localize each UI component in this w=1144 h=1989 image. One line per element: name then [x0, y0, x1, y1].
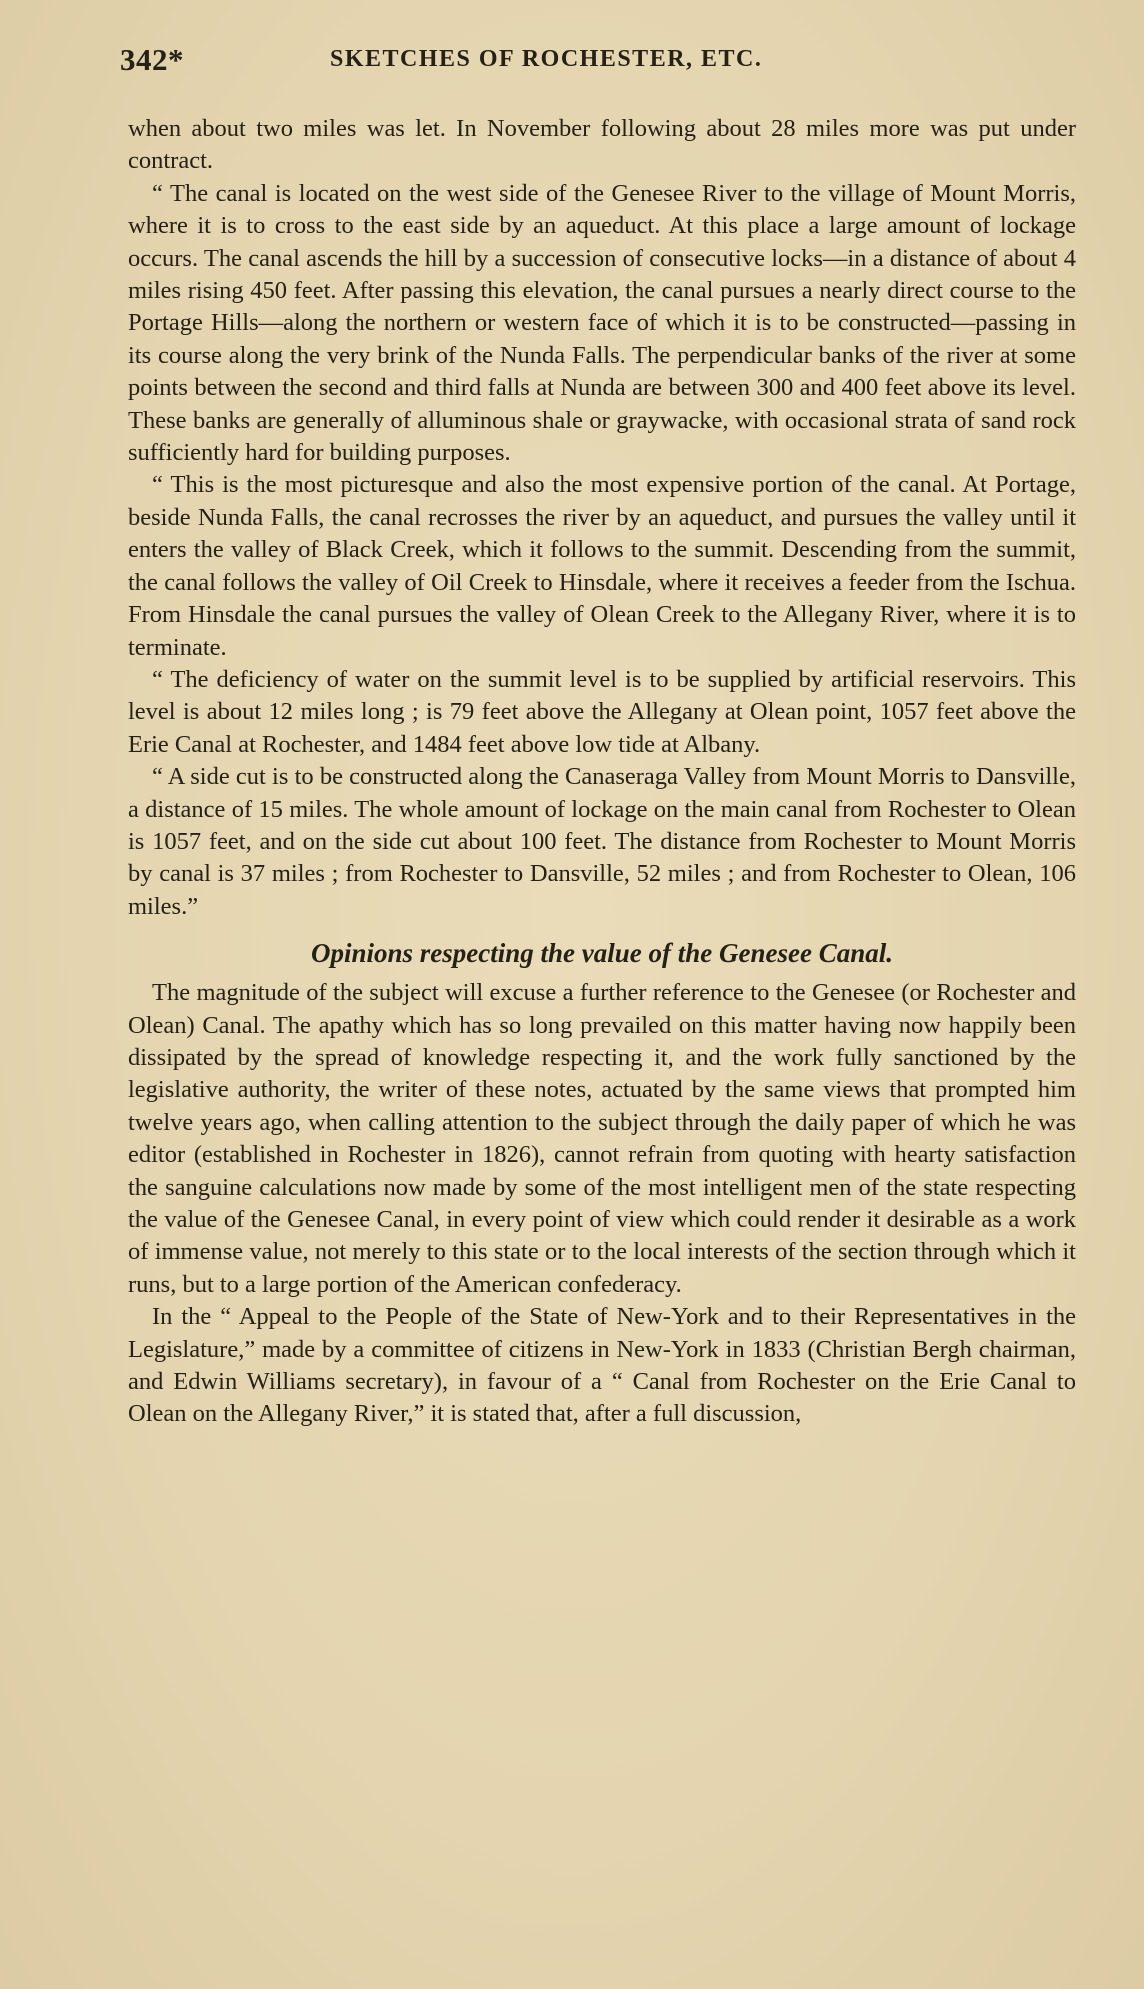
- paragraph: “ This is the most picturesque and also the most expensive portion of the canal. At Portage, beside Nunda Falls, the canal recrosses the river by an aqueduct, and pursues the valley until it enters the valley of Black Creek, which it follows to the summit. Descending from the summit, the canal follows the valley of Oil Creek to Hinsdale, where it receives a feeder from the Ischua. From Hinsdale the canal pursues the valley of Olean Creek to the Allegany River, where it is to terminate.: [128, 471, 1076, 661]
- paragraph: when about two miles was let. In November following about 28 miles more was put under contract.: [128, 115, 1076, 175]
- running-head: SKETCHES OF ROCHESTER, ETC.: [330, 46, 763, 72]
- paragraph: “ A side cut is to be constructed along the Canaseraga Valley from Mount Morris to Dansville, a distance of 15 miles. The whole amount of lockage on the main canal from Rochester to Olean is 1057 feet, and on the side cut about 100 feet. The distance from Rochester to Mount Morris by canal is 37 miles ; from Rochester to Dansville, 52 miles ; and from Rochester to Olean, 106 miles.”: [128, 763, 1076, 920]
- paragraph: In the “ Appeal to the People of the State of New-York and to their Representatives in the Legislature,” made by a committee of citizens in New-York in 1833 (Christian Bergh chairman, and Edwin Williams secretary), in favour of a “ Canal from Rochester on the Erie Canal to Olean on the Allegany River,” it is stated that, after a full discussion,: [128, 1303, 1076, 1428]
- page-body: [128, 113, 1076, 1431]
- page-header: [120, 34, 1080, 84]
- section-heading: Opinions respecting the value of the Genesee Canal.: [311, 938, 893, 969]
- paragraph: “ The canal is located on the west side of the Genesee River to the village of Mount Morris, where it is to cross to the east side by an aqueduct. At this place a large amount of lockage occurs. The canal ascends the hill by a succession of consecutive locks—in a distance of about 4 miles rising 450 feet. After passing this elevation, the canal pursues a nearly direct course to the Portage Hills—along the northern or western face of which it is to be constructed—passing in its course along the very brink of the Nunda Falls. The perpendicular banks of the river at some points between the second and third falls at Nunda are between 300 and 400 feet above its level. These banks are generally of alluminous shale or graywacke, with occasional strata of sand rock sufficiently hard for building purposes.: [128, 179, 1076, 467]
- page-number: 342*: [120, 42, 184, 77]
- paragraph: The magnitude of the subject will excuse a further reference to the Genesee (or Rochester and Olean) Canal. The apathy which has so long prevailed on this matter having now happily been dissipated by the spread of knowledge respecting it, and the work fully sanctioned by the legislative authority, the writer of these notes, actuated by the same views that prompted him twelve years ago, when calling attention to the subject through the daily paper of which he was editor (established in Rochester in 1826), cannot refrain from quoting with hearty satisfaction the sanguine calculations now made by some of the most intelligent men of the state respecting the value of the Genesee Canal, in every point of view which could render it desirable as a work of immense value, not merely to this state or to the local interests of the section through which it runs, but to a large portion of the American confederacy.: [128, 979, 1076, 1298]
- paragraph: “ The deficiency of water on the summit level is to be supplied by artificial reservoirs. This level is about 12 miles long ; is 79 feet above the Allegany at Olean point, 1057 feet above the Erie Canal at Rochester, and 1484 feet above low tide at Albany.: [128, 665, 1076, 758]
